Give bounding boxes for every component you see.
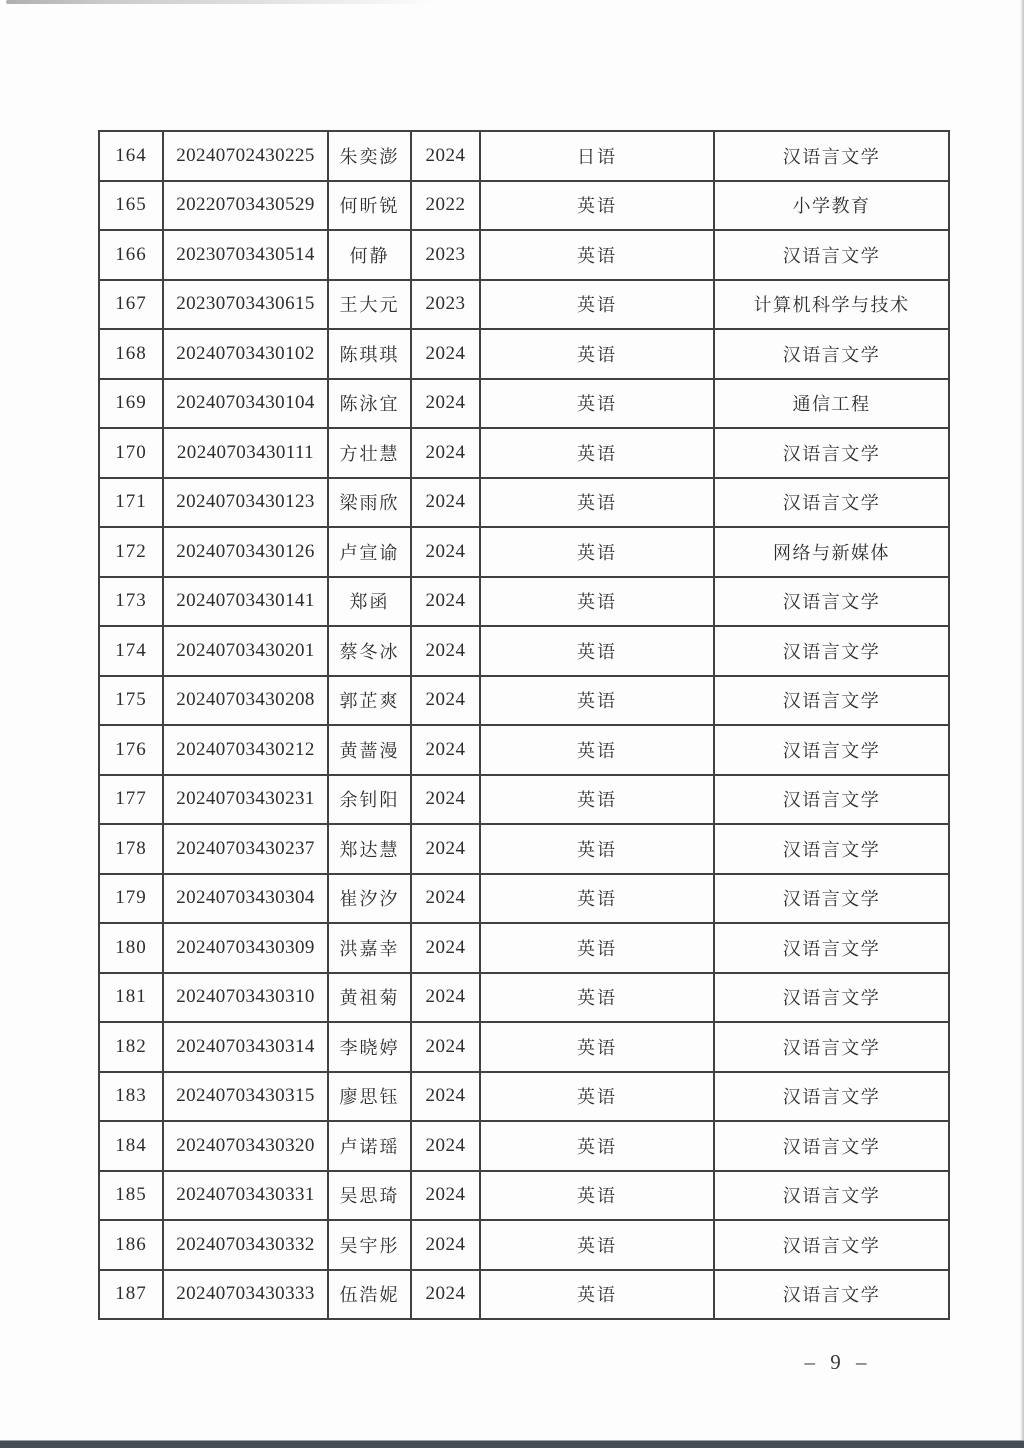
table-row: [99, 1022, 949, 1072]
cell-year: 2024: [411, 329, 480, 379]
cell-major: 汉语言文学: [714, 1220, 949, 1270]
cell-major: 汉语言文学: [714, 478, 949, 528]
cell-name: 郑达慧: [328, 824, 411, 874]
cell-language: 英语: [480, 230, 714, 280]
cell-year: 2024: [411, 775, 480, 825]
cell-major: 汉语言文学: [714, 775, 949, 825]
cell-index: 173: [99, 577, 163, 627]
cell-year: 2024: [411, 676, 480, 726]
cell-major: 汉语言文学: [714, 1270, 949, 1320]
cell-language: 英语: [480, 280, 714, 330]
cell-name: 陈琪琪: [328, 329, 411, 379]
cell-index: 169: [99, 379, 163, 429]
student-roster-table: [98, 130, 950, 1320]
cell-name: 朱奕澎: [328, 131, 411, 181]
cell-year: 2024: [411, 527, 480, 577]
cell-student-id: 20240703430141: [163, 577, 328, 627]
cell-language: 英语: [480, 1270, 714, 1320]
cell-year: 2024: [411, 379, 480, 429]
cell-student-id: 20230703430514: [163, 230, 328, 280]
cell-student-id: 20240703430309: [163, 923, 328, 973]
table-row: [99, 676, 949, 726]
table-row: [99, 824, 949, 874]
cell-student-id: 20240703430208: [163, 676, 328, 726]
cell-major: 汉语言文学: [714, 725, 949, 775]
cell-major: 汉语言文学: [714, 626, 949, 676]
table-row: [99, 280, 949, 330]
cell-student-id: 20240703430104: [163, 379, 328, 429]
cell-language: 日语: [480, 131, 714, 181]
cell-language: 英语: [480, 725, 714, 775]
cell-name: 余钊阳: [328, 775, 411, 825]
cell-student-id: 20230703430615: [163, 280, 328, 330]
table-row: [99, 1072, 949, 1122]
cell-year: 2022: [411, 181, 480, 231]
cell-major: 汉语言文学: [714, 428, 949, 478]
cell-student-id: 20240703430212: [163, 725, 328, 775]
cell-major: 汉语言文学: [714, 1121, 949, 1171]
cell-major: 通信工程: [714, 379, 949, 429]
cell-language: 英语: [480, 478, 714, 528]
cell-index: 176: [99, 725, 163, 775]
scan-artifact-top-smudge: [6, 0, 436, 4]
cell-student-id: 20240703430310: [163, 973, 328, 1023]
cell-major: 汉语言文学: [714, 874, 949, 924]
cell-language: 英语: [480, 923, 714, 973]
cell-year: 2024: [411, 1171, 480, 1221]
cell-index: 166: [99, 230, 163, 280]
table-row: [99, 775, 949, 825]
cell-index: 167: [99, 280, 163, 330]
cell-name: 洪嘉幸: [328, 923, 411, 973]
table-row: [99, 478, 949, 528]
cell-major: 汉语言文学: [714, 676, 949, 726]
table-row: [99, 577, 949, 627]
cell-name: 蔡冬冰: [328, 626, 411, 676]
cell-index: 184: [99, 1121, 163, 1171]
cell-year: 2024: [411, 874, 480, 924]
cell-index: 181: [99, 973, 163, 1023]
cell-student-id: 20240703430314: [163, 1022, 328, 1072]
cell-name: 黄祖菊: [328, 973, 411, 1023]
cell-index: 180: [99, 923, 163, 973]
cell-language: 英语: [480, 1072, 714, 1122]
table-row: [99, 1220, 949, 1270]
cell-year: 2024: [411, 626, 480, 676]
cell-major: 汉语言文学: [714, 1072, 949, 1122]
cell-index: 179: [99, 874, 163, 924]
cell-student-id: 20240703430304: [163, 874, 328, 924]
cell-year: 2024: [411, 131, 480, 181]
cell-year: 2024: [411, 1072, 480, 1122]
cell-language: 英语: [480, 1171, 714, 1221]
table-row: [99, 428, 949, 478]
table-row: [99, 874, 949, 924]
cell-language: 英语: [480, 329, 714, 379]
cell-major: 汉语言文学: [714, 973, 949, 1023]
cell-major: 汉语言文学: [714, 1171, 949, 1221]
cell-student-id: 20240703430332: [163, 1220, 328, 1270]
cell-language: 英语: [480, 577, 714, 627]
cell-major: 汉语言文学: [714, 1022, 949, 1072]
table-row: [99, 1270, 949, 1320]
cell-major: 汉语言文学: [714, 230, 949, 280]
cell-student-id: 20240703430333: [163, 1270, 328, 1320]
cell-index: 187: [99, 1270, 163, 1320]
cell-year: 2024: [411, 1121, 480, 1171]
table-row: [99, 725, 949, 775]
cell-major: 汉语言文学: [714, 824, 949, 874]
cell-student-id: 20220703430529: [163, 181, 328, 231]
cell-name: 卢诺瑶: [328, 1121, 411, 1171]
cell-index: 175: [99, 676, 163, 726]
cell-name: 吴思琦: [328, 1171, 411, 1221]
cell-index: 183: [99, 1072, 163, 1122]
cell-year: 2024: [411, 577, 480, 627]
table-row: [99, 923, 949, 973]
cell-index: 168: [99, 329, 163, 379]
cell-name: 郭芷爽: [328, 676, 411, 726]
table-row: [99, 1121, 949, 1171]
cell-student-id: 20240703430237: [163, 824, 328, 874]
cell-student-id: 20240703430231: [163, 775, 328, 825]
table-row: [99, 973, 949, 1023]
table-row: [99, 181, 949, 231]
cell-student-id: 20240703430201: [163, 626, 328, 676]
cell-year: 2023: [411, 280, 480, 330]
cell-language: 英语: [480, 874, 714, 924]
student-table-body: [99, 131, 949, 1319]
scan-edge-right: [1020, 0, 1024, 1448]
cell-name: 陈泳宜: [328, 379, 411, 429]
cell-language: 英语: [480, 1121, 714, 1171]
cell-index: 165: [99, 181, 163, 231]
cell-name: 郑函: [328, 577, 411, 627]
table-row: [99, 329, 949, 379]
cell-language: 英语: [480, 1022, 714, 1072]
cell-student-id: 20240703430111: [163, 428, 328, 478]
cell-major: 汉语言文学: [714, 923, 949, 973]
cell-name: 李晓婷: [328, 1022, 411, 1072]
table-row: [99, 131, 949, 181]
cell-major: 计算机科学与技术: [714, 280, 949, 330]
cell-student-id: 20240703430123: [163, 478, 328, 528]
cell-student-id: 20240703430320: [163, 1121, 328, 1171]
cell-name: 伍浩妮: [328, 1270, 411, 1320]
cell-name: 廖思钰: [328, 1072, 411, 1122]
page-number: – 9 –: [804, 1350, 872, 1374]
cell-name: 卢宣谕: [328, 527, 411, 577]
cell-name: 梁雨欣: [328, 478, 411, 528]
cell-year: 2024: [411, 1270, 480, 1320]
cell-major: 汉语言文学: [714, 329, 949, 379]
table-row: [99, 379, 949, 429]
cell-year: 2024: [411, 923, 480, 973]
cell-language: 英语: [480, 676, 714, 726]
cell-name: 吴宇彤: [328, 1220, 411, 1270]
cell-index: 178: [99, 824, 163, 874]
cell-year: 2024: [411, 824, 480, 874]
cell-index: 177: [99, 775, 163, 825]
cell-major: 汉语言文学: [714, 577, 949, 627]
cell-language: 英语: [480, 775, 714, 825]
cell-language: 英语: [480, 527, 714, 577]
cell-language: 英语: [480, 181, 714, 231]
cell-year: 2023: [411, 230, 480, 280]
cell-student-id: 20240702430225: [163, 131, 328, 181]
cell-index: 185: [99, 1171, 163, 1221]
cell-year: 2024: [411, 1022, 480, 1072]
cell-name: 崔汐汐: [328, 874, 411, 924]
cell-name: 黄蔷漫: [328, 725, 411, 775]
cell-index: 186: [99, 1220, 163, 1270]
scan-edge-bottom: [0, 1441, 1024, 1448]
cell-index: 182: [99, 1022, 163, 1072]
cell-year: 2024: [411, 428, 480, 478]
cell-name: 方壮慧: [328, 428, 411, 478]
table-row: [99, 1171, 949, 1221]
cell-year: 2024: [411, 478, 480, 528]
cell-name: 何静: [328, 230, 411, 280]
cell-student-id: 20240703430315: [163, 1072, 328, 1122]
cell-student-id: 20240703430331: [163, 1171, 328, 1221]
cell-year: 2024: [411, 1220, 480, 1270]
cell-student-id: 20240703430126: [163, 527, 328, 577]
cell-name: 何昕锐: [328, 181, 411, 231]
cell-name: 王大元: [328, 280, 411, 330]
cell-year: 2024: [411, 725, 480, 775]
cell-major: 小学教育: [714, 181, 949, 231]
cell-language: 英语: [480, 379, 714, 429]
cell-index: 164: [99, 131, 163, 181]
cell-language: 英语: [480, 973, 714, 1023]
cell-language: 英语: [480, 428, 714, 478]
cell-language: 英语: [480, 824, 714, 874]
cell-year: 2024: [411, 973, 480, 1023]
cell-language: 英语: [480, 1220, 714, 1270]
cell-index: 170: [99, 428, 163, 478]
cell-student-id: 20240703430102: [163, 329, 328, 379]
cell-index: 172: [99, 527, 163, 577]
table-row: [99, 626, 949, 676]
cell-index: 171: [99, 478, 163, 528]
cell-index: 174: [99, 626, 163, 676]
cell-major: 网络与新媒体: [714, 527, 949, 577]
table-row: [99, 527, 949, 577]
table-row: [99, 230, 949, 280]
cell-language: 英语: [480, 626, 714, 676]
cell-major: 汉语言文学: [714, 131, 949, 181]
